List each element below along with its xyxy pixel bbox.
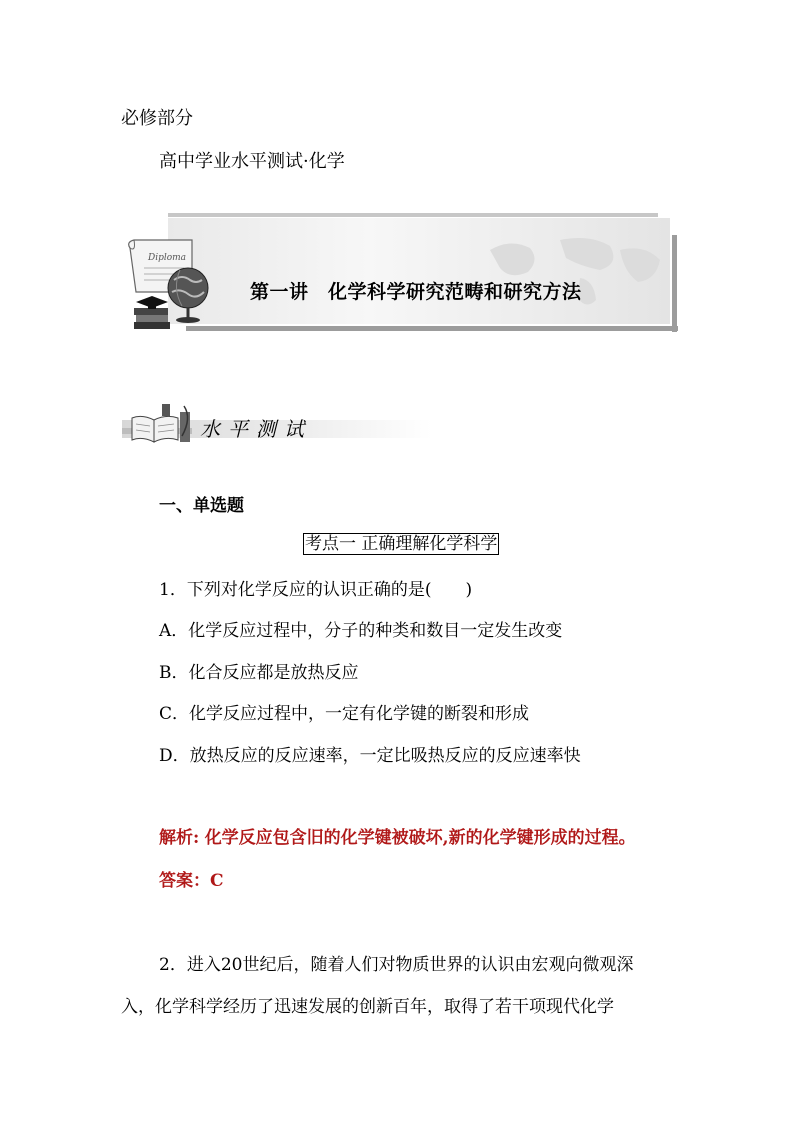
analysis [159, 823, 636, 848]
banner-frame [168, 213, 658, 217]
analysis-label: 解析: [159, 828, 200, 848]
option-a: A．化学反应过程中，分子的种类和数目一定发生改变 [159, 621, 563, 641]
section-label: 必修部分 [121, 108, 193, 129]
banner-frame [186, 326, 678, 331]
question-2-line-2: 入，化学科学经历了迅速发展的创新百年，取得了若干项现代化学 [121, 997, 614, 1017]
section-header-title: 水平测试 [200, 417, 312, 441]
option-c: C．化学反应过程中，一定有化学键的断裂和形成 [159, 704, 530, 724]
world-map-watermark [470, 220, 670, 320]
topic-box: 考点一 正确理解化学科学 [305, 534, 498, 554]
answer-label: 答案： [159, 871, 210, 891]
question-2-line-1: 2．进入20世纪后，随着人们对物质世界的认识由宏观向微观深 [159, 955, 634, 975]
course-title: 高中学业水平测试·化学 [159, 151, 345, 172]
diploma-globe-books-icon [122, 230, 232, 335]
question-1-stem: 1．下列对化学反应的认识正确的是( ) [159, 580, 473, 600]
lecture-title: 第一讲 化学科学研究范畴和研究方法 [250, 281, 582, 303]
option-d: D．放热反应的反应速率，一定比吸热反应的反应速率快 [159, 746, 581, 766]
option-b: B．化合反应都是放热反应 [159, 663, 359, 683]
answer [159, 866, 224, 891]
analysis-text: 化学反应包含旧的化学键被破坏,新的化学键形成的过程。 [204, 828, 636, 848]
banner-frame [672, 235, 677, 332]
books-reading-icon [122, 400, 194, 450]
diploma-text: Diploma [148, 253, 187, 263]
answer-value: C [210, 871, 224, 891]
part-heading: 一、单选题 [159, 496, 244, 516]
